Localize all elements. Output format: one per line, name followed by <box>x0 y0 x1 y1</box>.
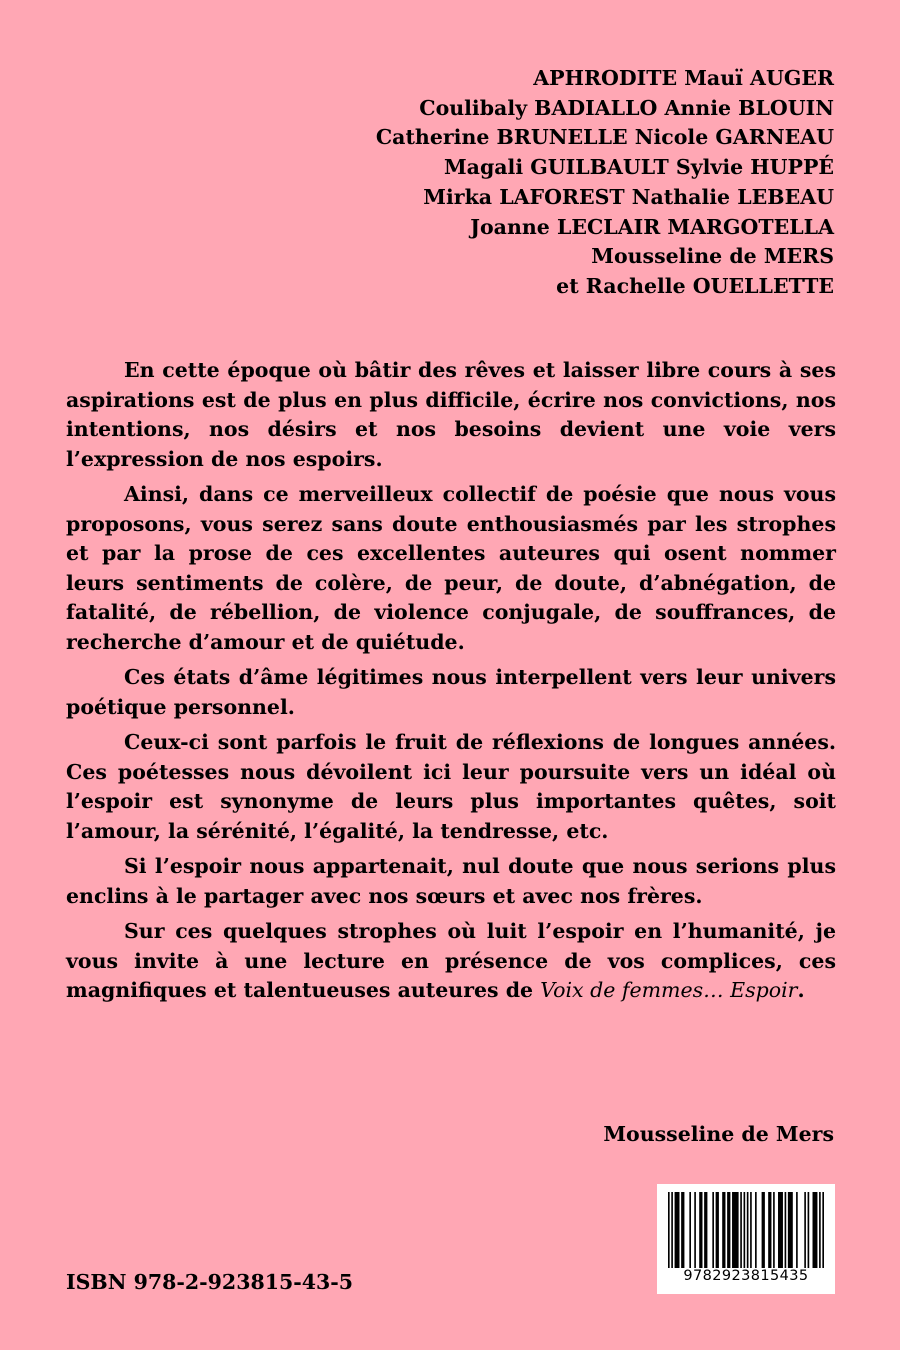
author-line: Magali GUILBAULT Sylvie HUPPÉ <box>443 155 834 180</box>
barcode-bar <box>785 1192 787 1268</box>
barcode-bar <box>699 1192 702 1268</box>
paragraph: Ainsi, dans ce merveilleux collectif de poésie que nous vous proposons, vous serez sans doute enthousiasmés par les strophes et par la prose de ces excellentes auteures qui osent nommer leurs sentiments de colère, de peur, de doute, d’abnégation, de fatalité, de rébellion, de violence conjugale, de souffrances, de recherche d’amour et de quiétude. <box>66 482 836 654</box>
barcode-bar <box>722 1192 725 1268</box>
barcode-bar <box>727 1192 730 1268</box>
barcode-bar <box>675 1192 680 1268</box>
barcode-bar <box>813 1192 818 1268</box>
author-line: Mousseline de MERS <box>591 244 834 269</box>
paragraph-last-end: . <box>797 978 805 1002</box>
author-line: Mirka LAFOREST Nathalie LEBEAU <box>423 184 834 209</box>
paragraph: Ceux-ci sont parfois le fruit de réflexions de longues années. Ces poétesses nous dévoilent ici leur poursuite vers un idéal où l’espoir est synonyme de leurs plus importantes quêtes, soit l’amour, la sérénité, l’égalité, la tendresse, etc. <box>66 730 836 843</box>
barcode <box>657 1184 835 1294</box>
author-list <box>74 64 834 302</box>
author-line: Catherine BRUNELLE Nicole GARNEAU <box>375 125 834 150</box>
barcode-bar <box>755 1192 757 1268</box>
barcode-bar <box>694 1192 696 1268</box>
barcode-bar <box>668 1192 670 1268</box>
isbn: ISBN 978-2-923815-43-5 <box>66 1270 354 1294</box>
paragraph-last-text: Sur ces quelques strophes où luit l’espoir en l’humanité, je vous invite à une lecture en présence de vos complices, ces magnifiques et talentueuses auteures de <box>66 919 836 1002</box>
paragraph: En cette époque où bâtir des rêves et laisser libre cours à ses aspirations est de plus en plus difficile, écrire nos convictions, nos intentions, nos désirs et nos besoins devient une voie vers l’expression de nos espoirs. <box>66 358 836 471</box>
paragraph: Si l’espoir nous appartenait, nul doute que nous serions plus enclins à le partager avec nos sœurs et avec nos frères. <box>66 854 836 908</box>
barcode-digits: 9782923815435 <box>683 1268 809 1284</box>
paragraph: Ces états d’âme légitimes nous interpellent vers leur univers poétique personnel. <box>66 665 836 719</box>
barcode-bar <box>804 1192 806 1268</box>
barcode-bar <box>819 1192 821 1268</box>
barcode-bar <box>716 1192 719 1268</box>
back-cover-text <box>66 356 836 1006</box>
barcode-bar <box>788 1192 793 1268</box>
barcode-bar <box>671 1192 673 1268</box>
barcode-bar <box>681 1192 684 1268</box>
barcode-bar <box>740 1192 742 1268</box>
author-line: APHRODITE Mauï AUGER <box>533 66 834 90</box>
author-line: et Rachelle OUELLETTE <box>556 273 834 298</box>
book-title: Voix de femmes… Espoir <box>540 978 798 1002</box>
barcode-bars <box>668 1192 824 1268</box>
barcode-bar <box>750 1192 752 1268</box>
paragraph-last <box>66 917 836 1006</box>
barcode-bar <box>744 1192 746 1268</box>
barcode-bar <box>747 1192 749 1268</box>
author-line: Joanne LECLAIR MARGOTELLA <box>470 214 834 239</box>
barcode-bar <box>712 1192 714 1268</box>
barcode-bar <box>822 1192 824 1268</box>
barcode-bar <box>704 1192 707 1268</box>
barcode-bar <box>689 1192 691 1268</box>
barcode-bar <box>762 1192 765 1268</box>
signature: Mousseline de Mers <box>603 1122 834 1146</box>
barcode-bar <box>778 1192 783 1268</box>
barcode-bar <box>808 1192 810 1268</box>
barcode-bar <box>773 1192 775 1268</box>
barcode-bar <box>732 1192 739 1268</box>
barcode-bar <box>796 1192 798 1268</box>
barcode-bar <box>768 1192 771 1268</box>
author-line: Coulibaly BADIALLO Annie BLOUIN <box>419 95 834 120</box>
